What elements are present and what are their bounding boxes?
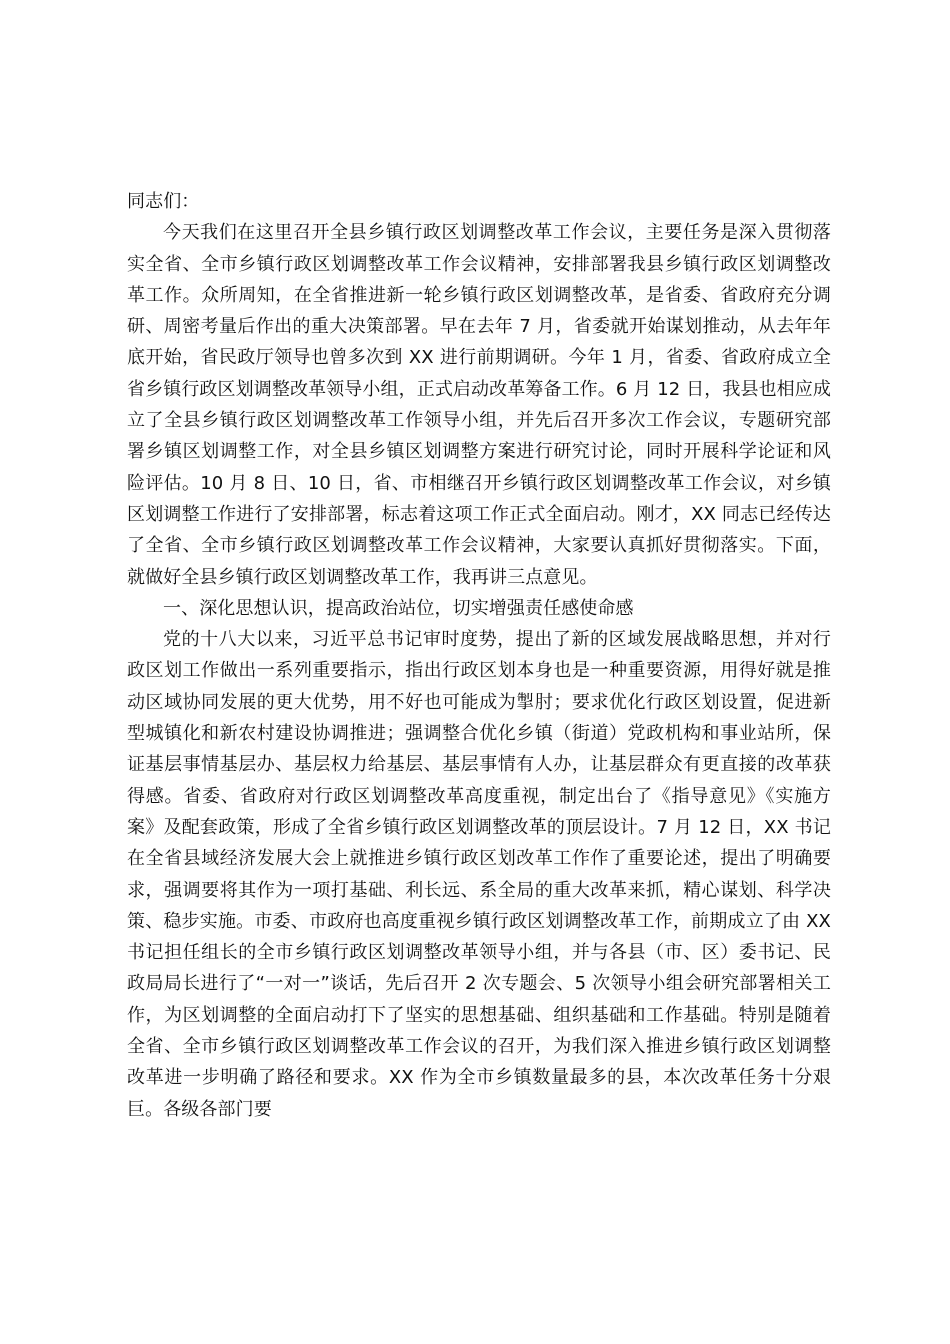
section-1-paragraph: 党的十八大以来，习近平总书记审时度势，提出了新的区域发展战略思想，并对行政区划工作做出一系列重要指示，指出行政区划本身也是一种重要资源，用得好就是推动区域协同发展的更大优势，用不好也可能成为掣肘；要求优化行政区划设置，促进新型城镇化和新农村建设协调推进；强调整合优化乡镇（街道）党政机构和事业站所，保证基层事情基层办、基层权力给基层、基层事情有人办，让基层群众有更直接的改革获得感。省委、省政府对行政区划调整改革高度重视，制定出台了《指导意见》《实施方案》及配套政策，形成了全省乡镇行政区划调整改革的顶层设计。7 月 12 日，XX 书记在全省县域经济发展大会上就推进乡镇行政区划改革工作作了重要论述，提出了明确要求，强调要将其作为一项打基础、利长远、系全局的重大改革来抓，精心谋划、科学决策、稳步实施。市委、市政府也高度重视乡镇行政区划调整改革工作，前期成立了由 XX 书记担任组长的全市乡镇行政区划调整改革领导小组，并与各县（市、区）委书记、民政局局长进行了“一对一”谈话，先后召开 2 次专题会、5 次领导小组会研究部署相关工作，为区划调整的全面启动打下了坚实的思想基础、组织基础和工作基础。特别是随着全省、全市乡镇行政区划调整改革工作会议的召开，为我们深入推进乡镇行政区划调整改革进一步明确了路径和要求。XX 作为全市乡镇数量最多的县，本次改革任务十分艰巨。各级各部门要 bbox=[127, 629, 831, 1120]
intro-paragraph: 今天我们在这里召开全县乡镇行政区划调整改革工作会议，主要任务是深入贯彻落实全省、全市乡镇行政区划调整改革工作会议精神，安排部署我县乡镇行政区划调整改革工作。众所周知，在全省推进新一轮乡镇行政区划调整改革，是省委、省政府充分调研、周密考量后作出的重大决策部署。早在去年 7 月，省委就开始谋划推动，从去年年底开始，省民政厅领导也曾多次到 XX 进行前期调研。今年 1 月，省委、省政府成立全省乡镇行政区划调整改革领导小组，正式启动改革筹备工作。6 月 12 日，我县也相应成立了全县乡镇行政区划调整改革工作领导小组，并先后召开多次工作会议，专题研究部署乡镇区划调整工作，对全县乡镇区划调整方案进行研究讨论，同时开展科学论证和风险评估。10 月 8 日、10 日，省、市相继召开乡镇行政区划调整改革工作会议，对乡镇区划调整工作进行了安排部署，标志着这项工作正式全面启动。刚才，XX 同志已经传达了全省、全市乡镇行政区划调整改革工作会议精神，大家要认真抓好贯彻落实。下面，就做好全县乡镇行政区划调整改革工作，我再讲三点意见。 bbox=[127, 222, 831, 588]
document-page bbox=[127, 186, 831, 1125]
salutation: 同志们： bbox=[127, 191, 200, 212]
section-heading-1: 一、深化思想认识，提高政治站位，切实增强责任感使命感 bbox=[163, 597, 634, 619]
